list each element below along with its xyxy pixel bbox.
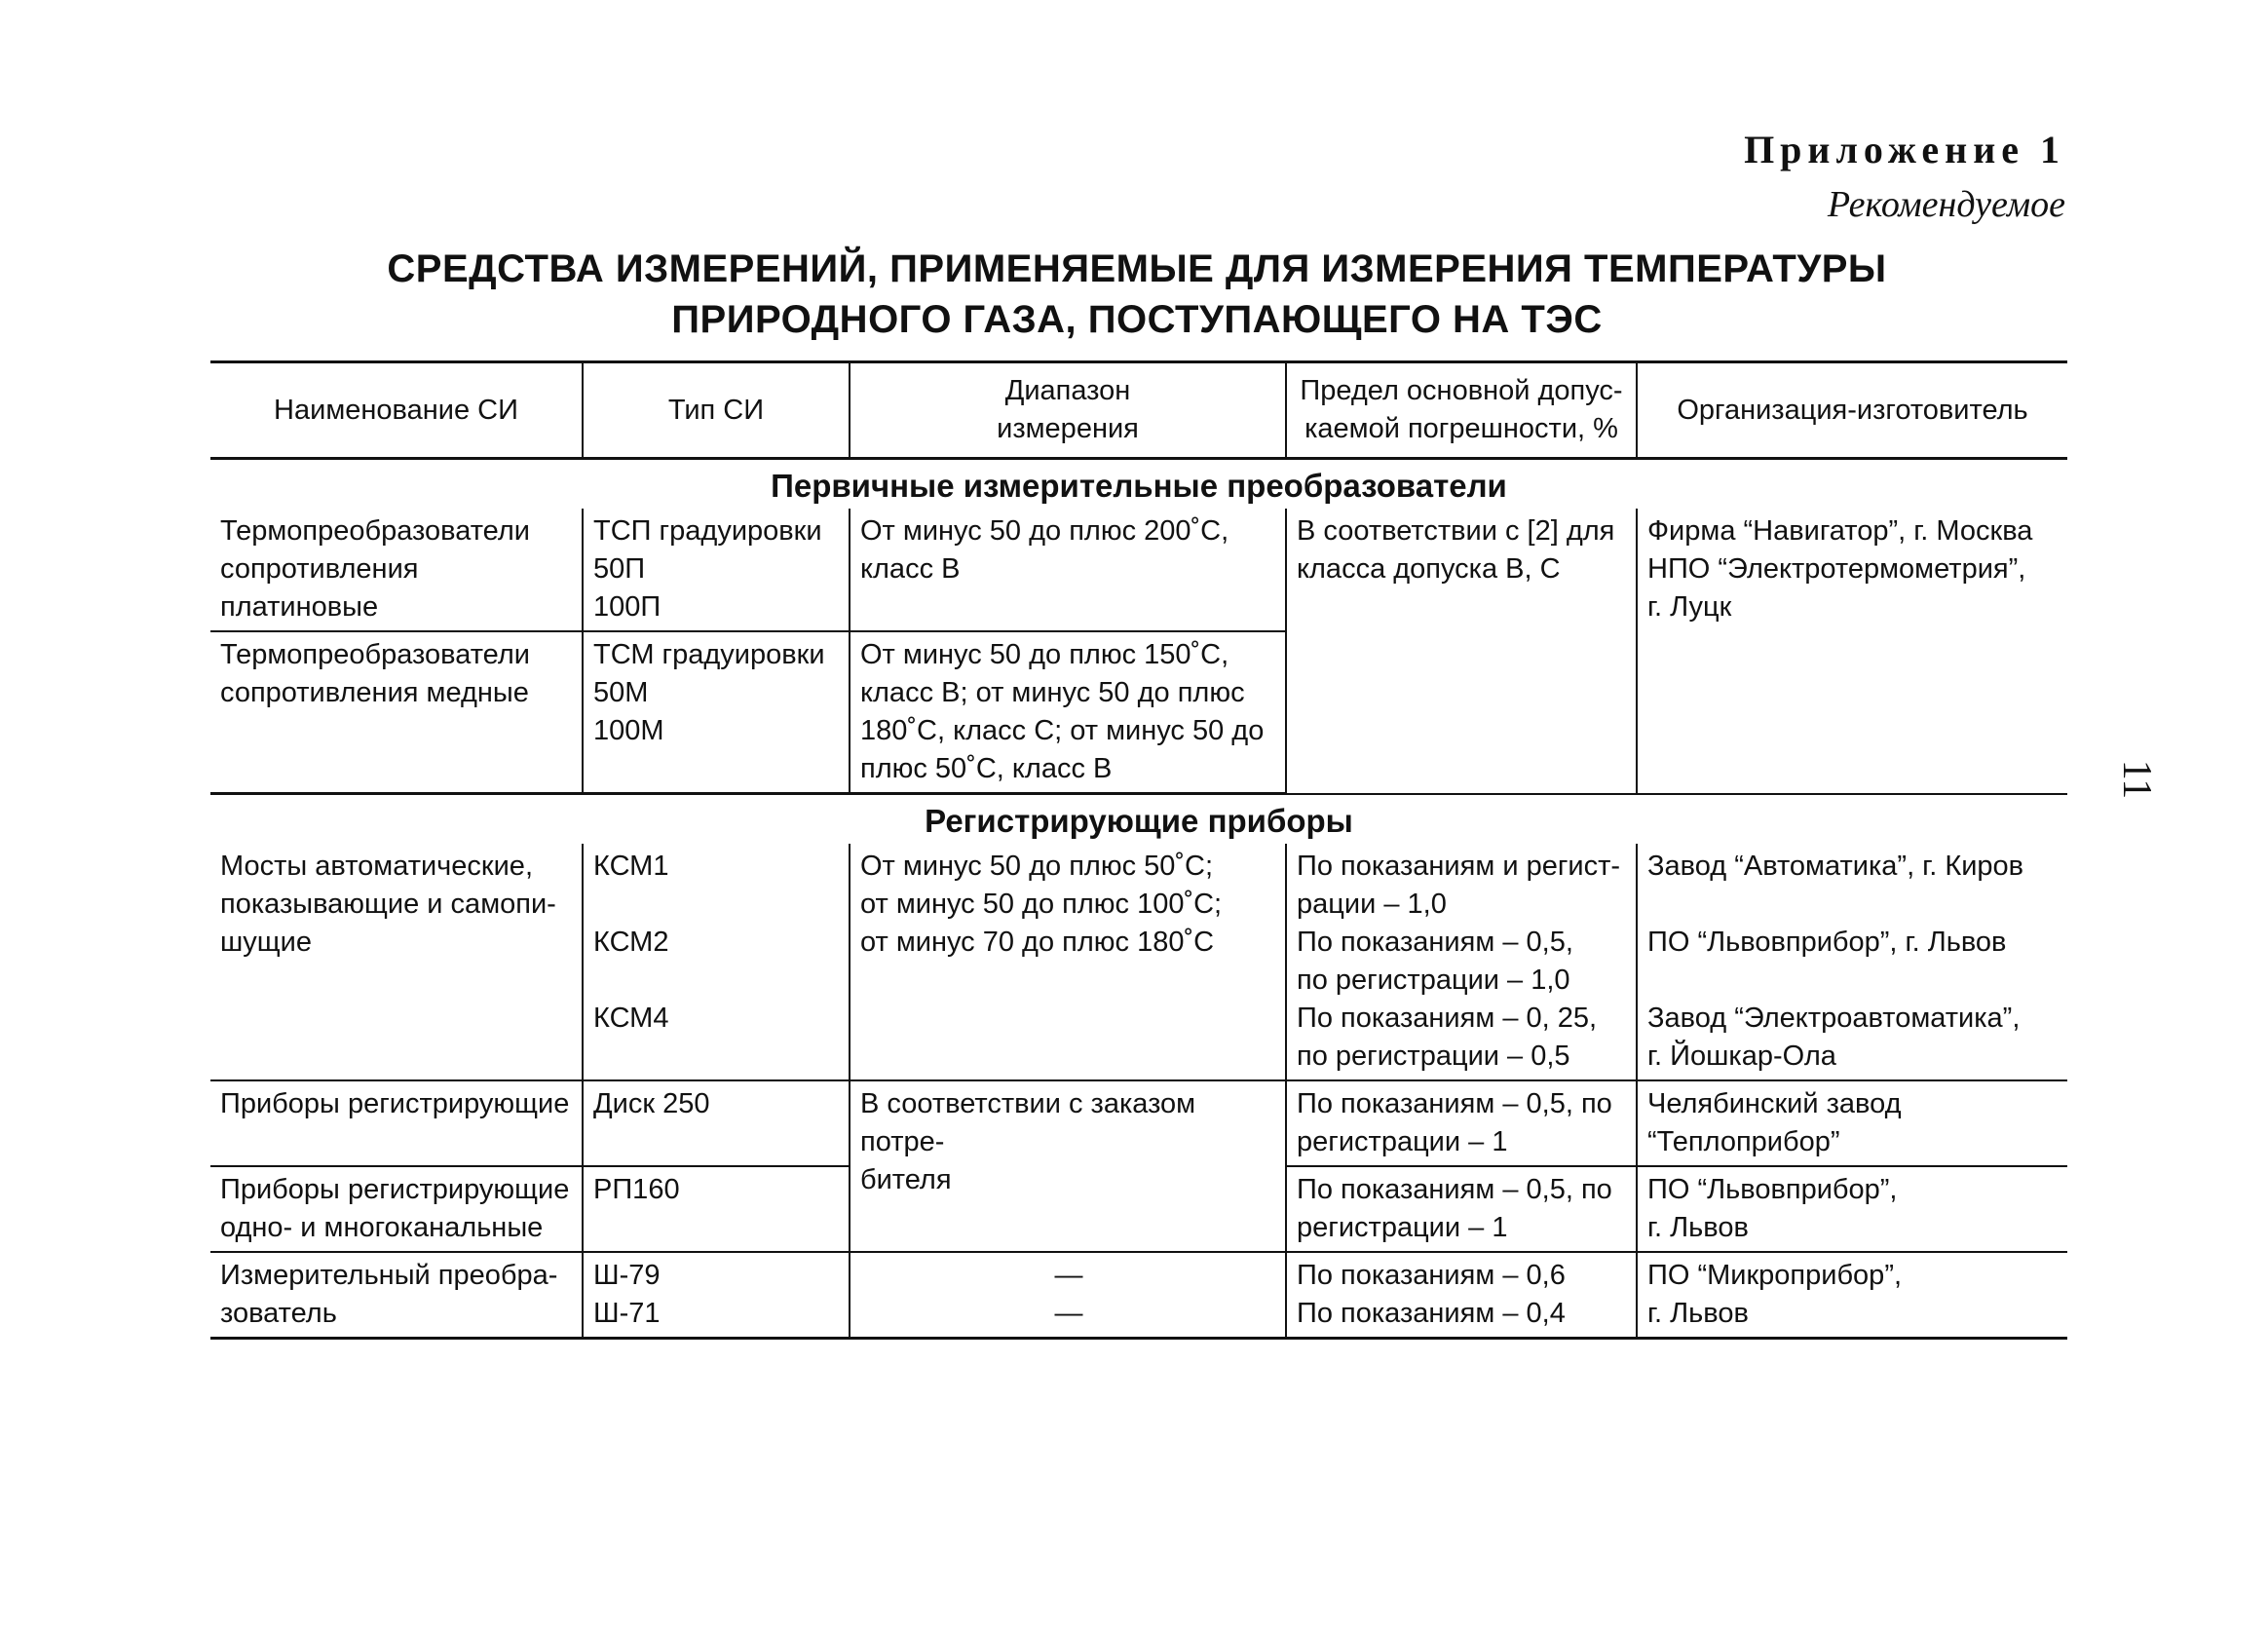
cell-text: ПО “Львовприбор”, <box>1647 1174 1898 1205</box>
title-line-2: ПРИРОДНОГО ГАЗА, ПОСТУПАЮЩЕГО НА ТЭС <box>671 298 1603 341</box>
table-row <box>210 509 2067 631</box>
table-row <box>210 1252 2067 1339</box>
cell-text: КСМ4 <box>593 1003 669 1034</box>
cell-text: одно- и многоканальные <box>220 1212 544 1243</box>
cell-text: В соответствии с [2] для <box>1297 515 1615 547</box>
cell-text: рации – 1,0 <box>1297 889 1447 920</box>
cell-text: г. Луцк <box>1647 591 1732 623</box>
section-title-recording: Регистрирующие приборы <box>925 803 1353 839</box>
cell-text: От минус 50 до плюс 200˚С, <box>860 515 1229 547</box>
cell-error <box>1286 844 1637 1080</box>
cell-text: плюс 50˚С, класс В <box>860 753 1113 784</box>
cell-text: Завод “Автоматика”, г. Киров <box>1647 851 2024 882</box>
cell-text: класс В; от минус 50 до плюс <box>860 677 1245 708</box>
col-header-range-l1: Диапазон <box>1004 375 1131 406</box>
cell-text: ПО “Львовприбор”, г. Львов <box>1647 927 2007 958</box>
cell-text: класс В <box>860 553 961 585</box>
cell-maker <box>1637 1166 2067 1252</box>
cell-text: Термопреобразователи <box>220 639 530 670</box>
cell-text: По показаниям – 0,4 <box>1297 1298 1566 1329</box>
cell-text: Приборы регистрирующие <box>220 1088 570 1119</box>
cell-maker <box>1637 1252 2067 1339</box>
cell-text: Приборы регистрирующие <box>220 1174 570 1205</box>
col-header-error-l2: каемой погрешности, % <box>1304 413 1618 444</box>
cell-text: ПО “Микроприбор”, <box>1647 1260 1903 1291</box>
cell-text: г. Львов <box>1647 1298 1749 1329</box>
cell-range <box>850 844 1286 1080</box>
appendix-status: Рекомендуемое <box>1827 184 2065 225</box>
cell-type <box>583 844 850 1080</box>
cell-type <box>583 631 850 794</box>
cell-text: По показаниям и регист- <box>1297 851 1621 882</box>
appendix-header <box>1744 123 2065 232</box>
cell-text: от минус 50 до плюс 100˚С; <box>860 889 1223 920</box>
cell-text: Термопреобразователи <box>220 515 530 547</box>
table-row <box>210 844 2067 1080</box>
cell-text: КСМ1 <box>593 851 669 882</box>
cell-text: регистрации – 1 <box>1297 1126 1508 1157</box>
col-header-range-l2: измерения <box>997 413 1139 444</box>
cell-text: от минус 70 до плюс 180˚С <box>860 927 1215 958</box>
cell-range <box>850 631 1286 794</box>
cell-text: регистрации – 1 <box>1297 1212 1508 1243</box>
page-number: 11 <box>2114 759 2159 800</box>
cell-text: сопротивления платиновые <box>220 553 419 623</box>
cell-text: 100М <box>593 715 664 746</box>
cell-text: Фирма “Навигатор”, г. Москва <box>1647 515 2033 547</box>
cell-text: По показаниям – 0,5, <box>1297 927 1573 958</box>
cell-text: По показаниям – 0, 25, <box>1297 1003 1598 1034</box>
cell-text: “Теплоприбор” <box>1647 1126 1840 1157</box>
cell-error <box>1286 1252 1637 1339</box>
table-header-row <box>210 362 2067 459</box>
cell-text: Мосты автоматические, <box>220 851 533 882</box>
cell-text: шущие <box>220 927 312 958</box>
cell-name <box>210 1166 583 1252</box>
cell-text: 50П <box>593 553 646 585</box>
cell-error <box>1286 1080 1637 1166</box>
cell-name <box>210 1080 583 1166</box>
document-title <box>207 244 2067 345</box>
cell-text: по регистрации – 1,0 <box>1297 965 1570 996</box>
cell-type <box>583 509 850 631</box>
cell-text: Измерительный преобра- <box>220 1260 558 1291</box>
col-header-maker: Организация-изготовитель <box>1637 362 2067 459</box>
cell-text: От минус 50 до плюс 50˚С; <box>860 851 1214 882</box>
cell-text: ТСП градуировки <box>593 515 822 547</box>
instruments-table <box>210 360 2067 1340</box>
title-line-1: СРЕДСТВА ИЗМЕРЕНИЙ, ПРИМЕНЯЕМЫЕ ДЛЯ ИЗМЕРЕНИЯ ТЕМПЕРАТУРЫ <box>387 247 1887 290</box>
cell-text: бителя <box>860 1164 952 1195</box>
cell-range <box>850 509 1286 631</box>
cell-type <box>583 1252 850 1339</box>
cell-text: — <box>1054 1260 1083 1291</box>
col-header-error-l1: Предел основной допус- <box>1300 375 1623 406</box>
cell-text: Диск 250 <box>593 1088 710 1119</box>
cell-text: Ш-79 <box>593 1260 661 1291</box>
appendix-label: Приложение 1 <box>1744 128 2065 171</box>
cell-text: От минус 50 до плюс 150˚С, <box>860 639 1229 670</box>
cell-text: Ш-71 <box>593 1298 661 1329</box>
cell-text: НПО “Электротермометрия”, <box>1647 553 2026 585</box>
cell-maker <box>1637 844 2067 1080</box>
table-row <box>210 1080 2067 1166</box>
section-row-recording <box>210 794 2067 845</box>
cell-text: сопротивления медные <box>220 677 529 708</box>
col-header-type: Тип СИ <box>583 362 850 459</box>
col-header-range <box>850 362 1286 459</box>
col-header-name: Наименование СИ <box>210 362 583 459</box>
cell-maker <box>1637 509 2067 794</box>
cell-type <box>583 1080 850 1166</box>
cell-error <box>1286 1166 1637 1252</box>
cell-name <box>210 844 583 1080</box>
cell-text: По показаниям – 0,6 <box>1297 1260 1566 1291</box>
cell-text: класса допуска В, С <box>1297 553 1561 585</box>
cell-text: зователь <box>220 1298 337 1329</box>
cell-type <box>583 1166 850 1252</box>
section-title-primary: Первичные измерительные преобразователи <box>771 468 1507 504</box>
cell-text: Челябинский завод <box>1647 1088 1902 1119</box>
cell-text: По показаниям – 0,5, по <box>1297 1174 1612 1205</box>
cell-text: По показаниям – 0,5, по <box>1297 1088 1612 1119</box>
cell-text: 50М <box>593 677 649 708</box>
cell-text: ТСМ градуировки <box>593 639 825 670</box>
cell-text: 100П <box>593 591 662 623</box>
cell-range <box>850 1080 1286 1252</box>
cell-text: показывающие и самопи- <box>220 889 556 920</box>
col-header-error <box>1286 362 1637 459</box>
cell-text: 180˚С, класс С; от минус 50 до <box>860 715 1265 746</box>
cell-text: по регистрации – 0,5 <box>1297 1041 1570 1072</box>
cell-text: — <box>1054 1298 1083 1329</box>
cell-name <box>210 509 583 631</box>
cell-text: г. Львов <box>1647 1212 1749 1243</box>
section-row-primary <box>210 459 2067 510</box>
cell-name <box>210 631 583 794</box>
cell-text: Завод “Электроавтоматика”, <box>1647 1003 2021 1034</box>
cell-name <box>210 1252 583 1339</box>
cell-range <box>850 1252 1286 1339</box>
cell-text: В соответствии с заказом потре- <box>860 1088 1196 1157</box>
cell-text: КСМ2 <box>593 927 669 958</box>
cell-error <box>1286 509 1637 794</box>
cell-maker <box>1637 1080 2067 1166</box>
cell-text: г. Йошкар-Ола <box>1647 1041 1836 1072</box>
cell-text: РП160 <box>593 1174 680 1205</box>
